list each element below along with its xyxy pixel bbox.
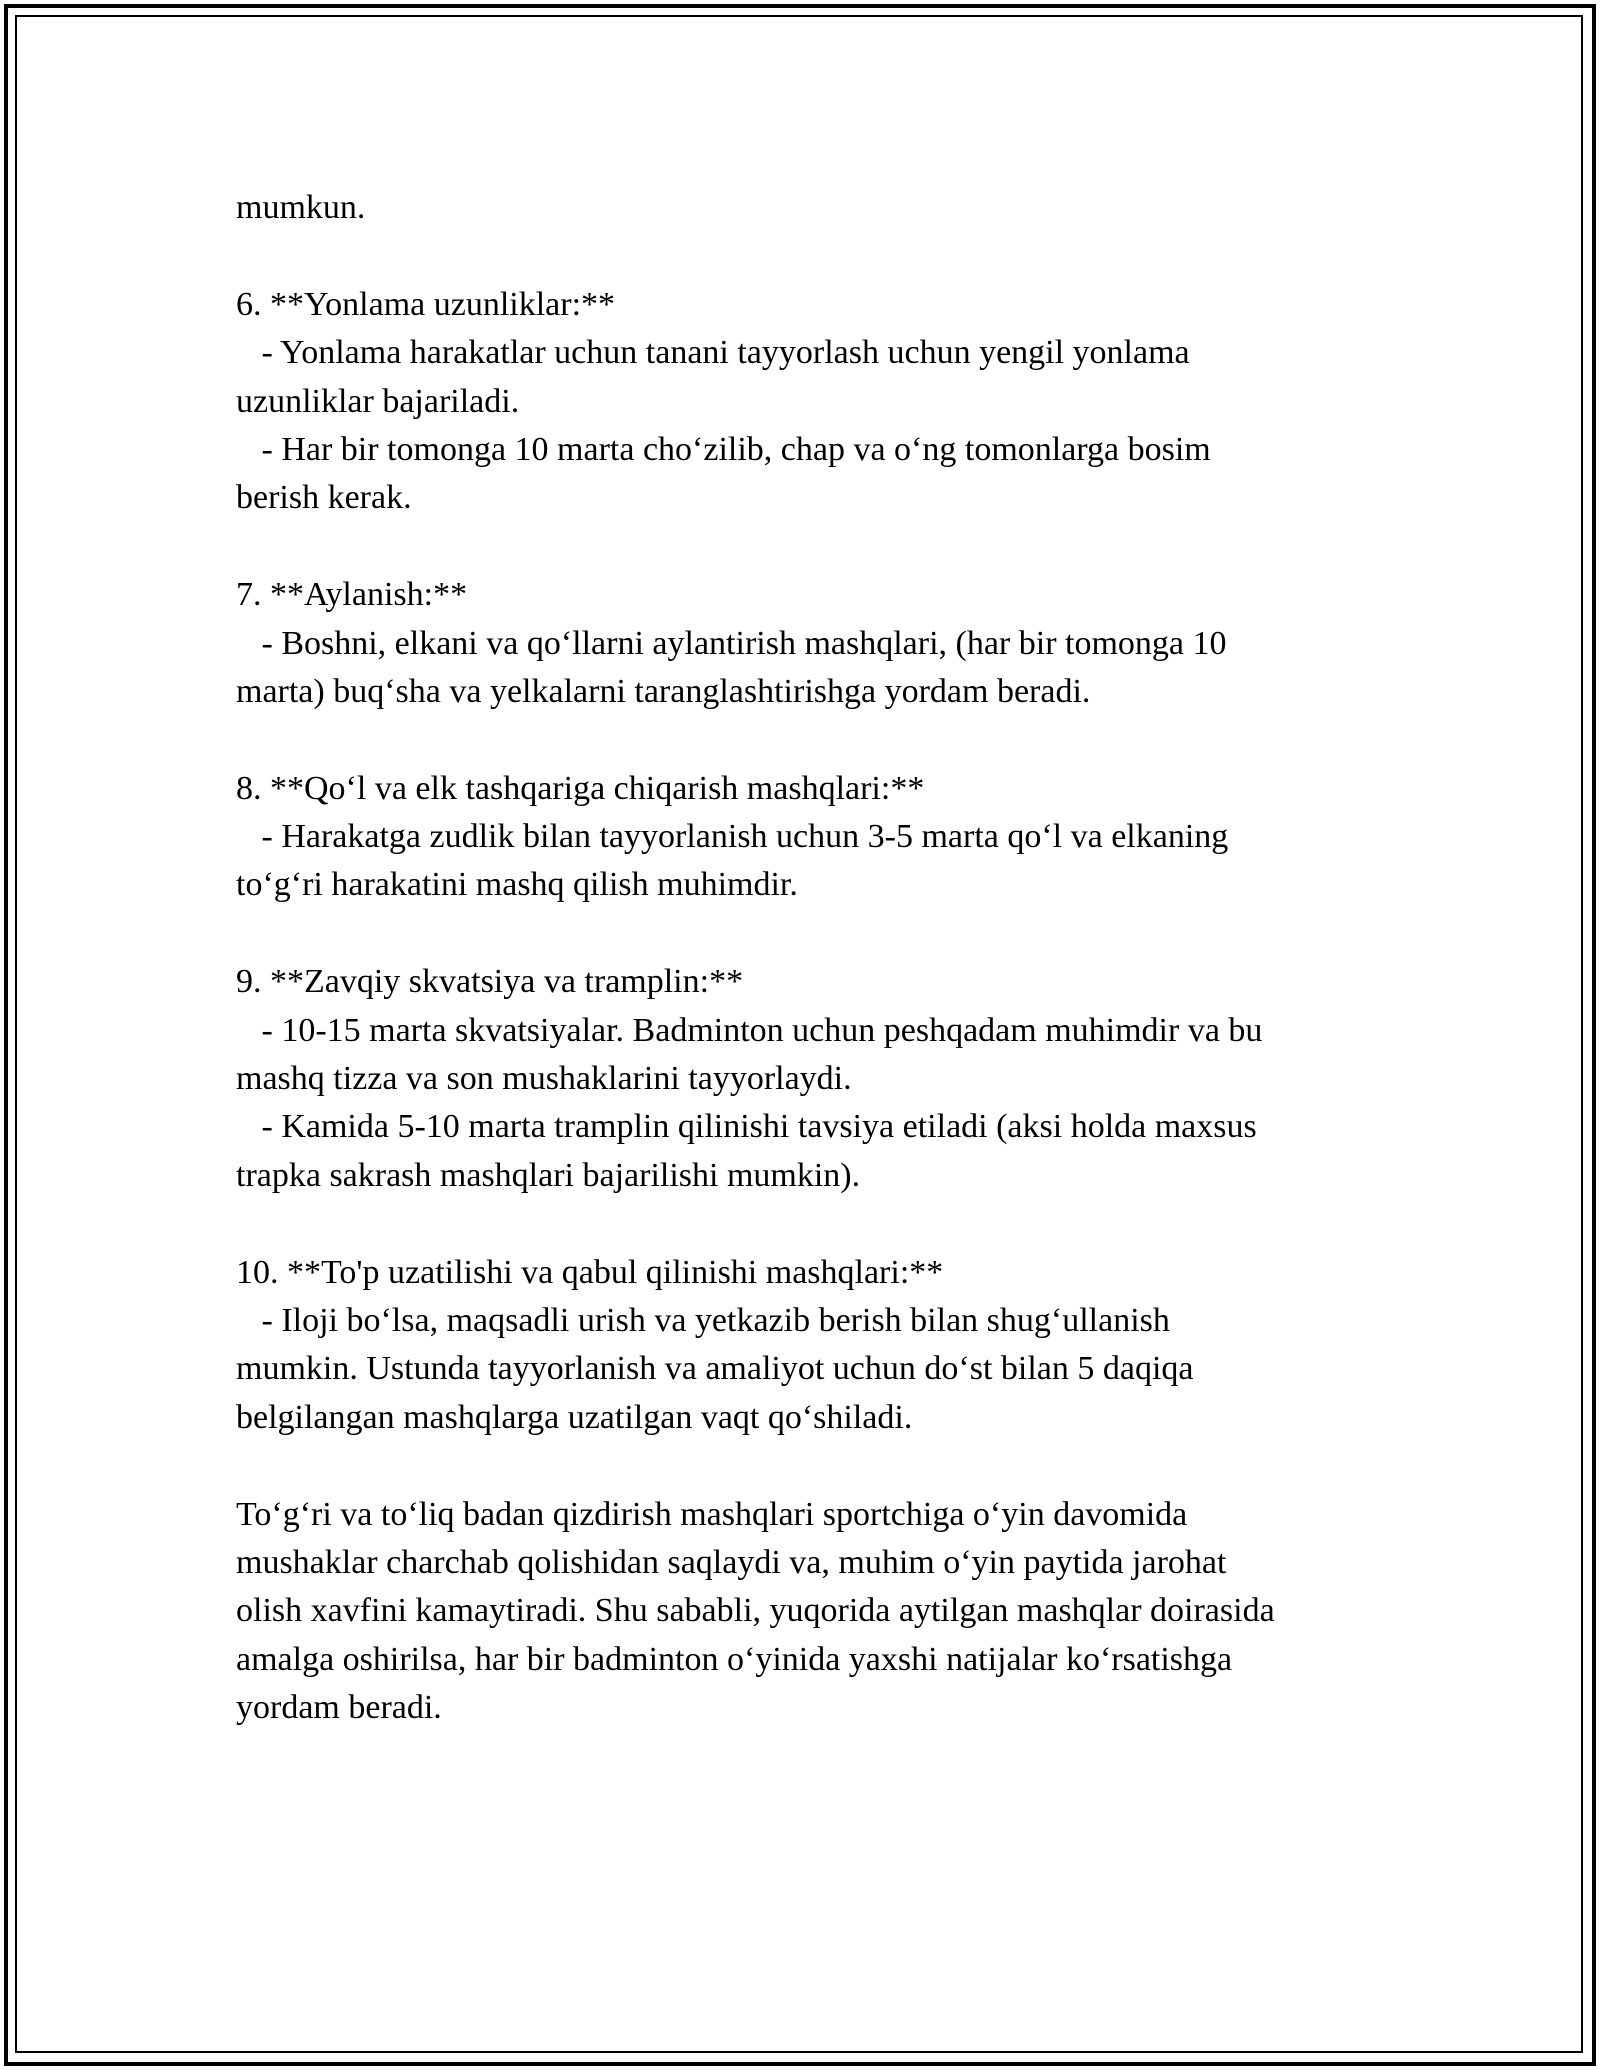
section-heading: 7. **Aylanish:** bbox=[236, 576, 468, 614]
paragraph-spacer bbox=[236, 523, 1366, 571]
section-heading: 10. **To'p uzatilishi va qabul qilinishi mashqlari:** bbox=[236, 1253, 944, 1291]
section-line: - Yonlama harakatlar uchun tanani tayyorlash uchun yengil yonlama bbox=[236, 334, 1190, 372]
section-heading: 6. **Yonlama uzunliklar:** bbox=[236, 285, 616, 323]
conclusion-line: yordam beradi. bbox=[236, 1689, 442, 1727]
conclusion-paragraph bbox=[236, 1491, 1366, 1733]
section-7 bbox=[236, 571, 1366, 716]
section-line: - Boshni, elkani va qo‘llarni aylantirish mashqlari, (har bir tomonga 10 bbox=[236, 624, 1227, 662]
conclusion-line: mushaklar charchab qolishidan saqlaydi va, muhim o‘yin paytida jarohat bbox=[236, 1543, 1227, 1581]
conclusion-line: To‘g‘ri va to‘liq badan qizdirish mashqlari sportchiga o‘yin davomida bbox=[236, 1495, 1188, 1533]
section-8 bbox=[236, 765, 1366, 910]
conclusion-line: amalga oshirilsa, har bir badminton o‘yinida yaxshi natijalar ko‘rsatishga bbox=[236, 1640, 1233, 1678]
section-line: to‘g‘ri harakatini mashq qilish muhimdir. bbox=[236, 866, 798, 904]
section-heading: 9. **Zavqiy skvatsiya va tramplin:** bbox=[236, 963, 744, 1001]
section-line: - 10-15 marta skvatsiyalar. Badminton uchun peshqadam muhimdir va bu bbox=[236, 1011, 1263, 1049]
section-line: belgilangan mashqlarga uzatilgan vaqt qo‘shiladi. bbox=[236, 1398, 913, 1436]
paragraph-spacer bbox=[236, 1442, 1366, 1490]
section-line: trapka sakrash mashqlari bajarilishi mumkin). bbox=[236, 1156, 861, 1194]
paragraph-spacer bbox=[236, 1200, 1366, 1248]
section-line: mashq tizza va son mushaklarini tayyorlaydi. bbox=[236, 1060, 852, 1098]
section-line: mumkin. Ustunda tayyorlanish va amaliyot uchun do‘st bilan 5 daqiqa bbox=[236, 1350, 1194, 1388]
section-line: berish kerak. bbox=[236, 479, 412, 517]
section-line: - Harakatga zudlik bilan tayyorlanish uchun 3-5 marta qo‘l va elkaning bbox=[236, 818, 1229, 856]
section-line: - Kamida 5-10 marta tramplin qilinishi tavsiya etiladi (aksi holda maxsus bbox=[236, 1108, 1257, 1146]
section-9 bbox=[236, 958, 1366, 1200]
section-line: - Har bir tomonga 10 marta cho‘zilib, chap va o‘ng tomonlarga bosim bbox=[236, 430, 1211, 468]
section-heading: 8. **Qo‘l va elk tashqariga chiqarish mashqlari:** bbox=[236, 769, 925, 807]
section-line: uzunliklar bajariladi. bbox=[236, 382, 520, 420]
paragraph-spacer bbox=[236, 910, 1366, 958]
section-6 bbox=[236, 281, 1366, 523]
section-line: marta) buq‘sha va yelkalarni taranglashtirishga yordam beradi. bbox=[236, 672, 1091, 710]
paragraph-spacer bbox=[236, 716, 1366, 764]
section-line: - Iloji bo‘lsa, maqsadli urish va yetkazib berish bilan shug‘ullanish bbox=[236, 1301, 1170, 1339]
paragraph-spacer bbox=[236, 232, 1366, 280]
section-10 bbox=[236, 1249, 1366, 1443]
conclusion-line: olish xavfini kamaytiradi. Shu sababli, yuqorida aytilgan mashqlar doirasida bbox=[236, 1592, 1275, 1630]
document-body bbox=[236, 184, 1366, 1733]
opening-line: mumkun. bbox=[236, 189, 366, 226]
